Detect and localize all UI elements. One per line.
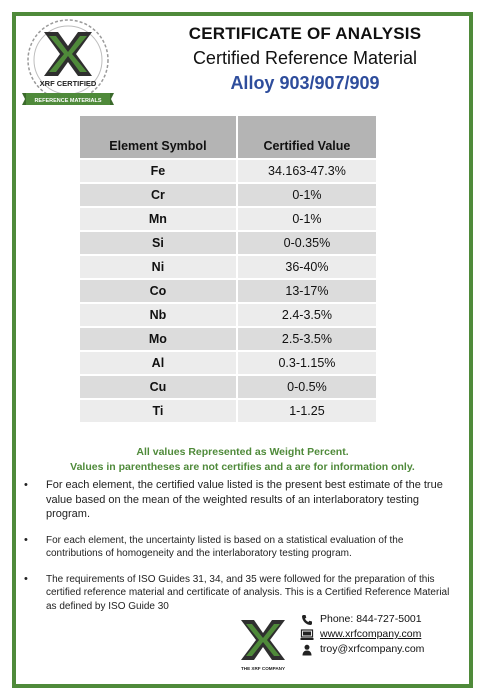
contact-block (300, 612, 424, 657)
bullet-icon: • (24, 479, 28, 491)
element-symbol-cell: Mn (80, 208, 238, 230)
table-header-row (80, 116, 376, 158)
website-link[interactable]: www.xrfcompany.com (320, 628, 422, 640)
person-icon (300, 644, 314, 656)
element-symbol-cell: Ti (80, 400, 238, 422)
element-symbol-cell: Ni (80, 256, 238, 278)
phone-icon (300, 614, 314, 626)
certified-value-cell: 0-0.35% (238, 232, 376, 254)
certificate-title: CERTIFICATE OF ANALYSIS (188, 24, 422, 43)
certified-value-cell: 0.3-1.15% (238, 352, 376, 374)
element-symbol-cell: Si (80, 232, 238, 254)
certified-value-cell: 34.163-47.3% (238, 160, 376, 182)
alloy-name: Alloy 903/907/909 (230, 73, 380, 93)
certified-value-cell: 1-1.25 (238, 400, 376, 422)
certified-value-cell: 2.4-3.5% (238, 304, 376, 326)
table-row (80, 256, 376, 278)
certification-bullets (20, 478, 452, 625)
contact-website-row[interactable] (300, 627, 424, 642)
table-row (80, 160, 376, 182)
certificate-subtitle: Certified Reference Material (192, 48, 418, 68)
table-row (80, 304, 376, 326)
table-row (80, 232, 376, 254)
certified-value-cell: 0-1% (238, 184, 376, 206)
column-header-certified-value: Certified Value (238, 116, 376, 158)
element-symbol-cell: Cr (80, 184, 238, 206)
element-symbol-cell: Fe (80, 160, 238, 182)
note-line-parentheses: Values in parentheses are not certifies and a are for information only. (70, 461, 415, 473)
table-row (80, 208, 376, 230)
note-line-weight-percent: All values Represented as Weight Percent. (136, 446, 349, 458)
certified-value-cell: 36-40% (238, 256, 376, 278)
contact-phone-row (300, 612, 424, 627)
table-row (80, 280, 376, 302)
element-symbol-cell: Co (80, 280, 238, 302)
list-item (20, 573, 452, 614)
list-item (20, 534, 452, 561)
element-symbol-cell: Nb (80, 304, 238, 326)
bullet-text: The requirements of ISO Guides 31, 34, and 35 were followed for the preparation of this certified reference material and certificate of analysis. This is a Certified Reference Material as defined by ISO Guide 30 (46, 573, 450, 612)
table-row (80, 376, 376, 398)
certified-value-cell: 0-0.5% (238, 376, 376, 398)
bullet-text: For each element, the certified value listed is the present best estimate of the true value based on the mean of the weighted results of an interlaboratory testing program. (46, 479, 443, 520)
seal-ribbon-text: REFERENCE MATERIALS (34, 98, 102, 104)
company-logo-text: THE XRF COMPANY (240, 666, 286, 671)
certified-value-cell: 0-1% (238, 208, 376, 230)
table-row (80, 400, 376, 422)
table-row (80, 184, 376, 206)
column-header-element-symbol: Element Symbol (80, 116, 238, 158)
certified-value-cell: 13-17% (238, 280, 376, 302)
weight-percent-notes (20, 445, 465, 475)
bullet-text: For each element, the uncertainty listed is based on a statistical evaluation of the contributions of homogeneity and the interlaboratory testing program. (46, 534, 404, 559)
contact-email-row[interactable] (300, 642, 424, 657)
certified-values-table (80, 114, 376, 424)
contact-phone-text: Phone: 844-727-5001 (320, 613, 422, 625)
list-item (20, 478, 452, 522)
element-symbol-cell: Cu (80, 376, 238, 398)
email-link[interactable]: troy@xrfcompany.com (320, 643, 425, 655)
element-symbol-cell: Al (80, 352, 238, 374)
xrf-company-logo (238, 618, 288, 674)
bullet-icon: • (24, 572, 28, 585)
computer-icon (300, 629, 314, 641)
bullet-icon: • (24, 533, 28, 546)
table-row (80, 352, 376, 374)
seal-brand-text: XRF CERTIFIED (39, 79, 97, 88)
element-symbol-cell: Mo (80, 328, 238, 350)
xrf-certified-seal-logo (22, 16, 114, 112)
certified-value-cell: 2.5-3.5% (238, 328, 376, 350)
certificate-header (160, 24, 450, 94)
table-row (80, 328, 376, 350)
